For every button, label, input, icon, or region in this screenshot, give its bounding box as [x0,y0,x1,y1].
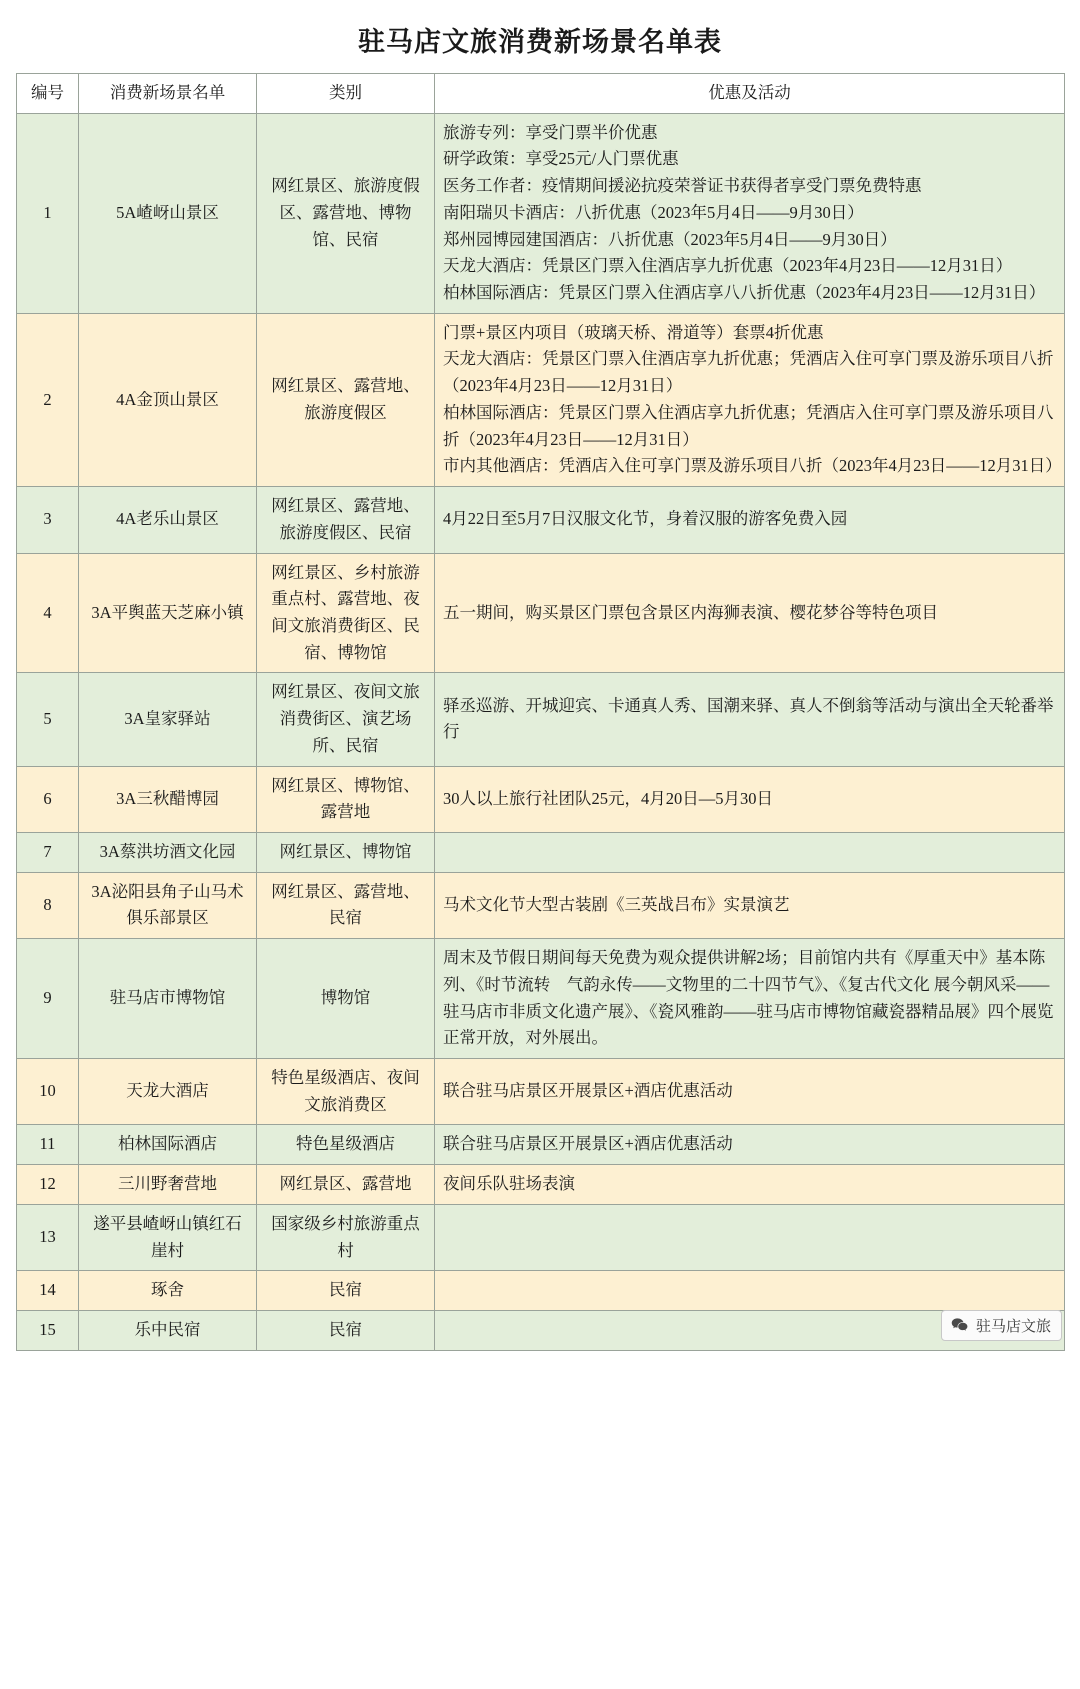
cell-promotions [435,113,1065,313]
wechat-account-name: 驻马店文旅 [975,1317,1051,1335]
table-row [17,1165,1065,1205]
cell-no: 2 [17,313,79,486]
promotion-line: 30人以上旅行社团队25元，4月20日—5月30日 [443,788,773,808]
promotion-line: 五一期间，购买景区门票包含景区内海狮表演、樱花梦谷等特色项目 [443,602,938,622]
cell-promotions [435,939,1065,1059]
promotion-line: 天龙大酒店：凭景区门票入住酒店享九折优惠（2023年4月23日——12月31日） [443,256,1013,276]
promotion-line: 周末及节假日期间每天免费为观众提供讲解2场；目前馆内共有《厚重天中》基本陈列、《时节流转 气韵永传——文物里的二十四节气》、《复古代文化 展今朝风采——驻马店市非质文化遗产展》、《瓷风雅韵——驻马店市博物馆藏瓷器精品展》四个展览正常开放，对外展出。 [443,948,1054,1048]
cell-scene-name: 3A三秋醋博园 [79,766,257,832]
table-row [17,766,1065,832]
table-row [17,487,1065,553]
cell-category: 网红景区、露营地、民宿 [257,872,435,938]
table-row [17,872,1065,938]
cell-no: 10 [17,1059,79,1125]
cell-promotions [435,313,1065,486]
table-row [17,1271,1065,1311]
cell-category: 网红景区、博物馆、露营地 [257,766,435,832]
cell-promotions [435,1059,1065,1125]
promotion-line: 夜间乐队驻场表演 [443,1174,575,1194]
cell-category: 特色星级酒店 [257,1125,435,1165]
cell-scene-name: 三川野奢营地 [79,1165,257,1205]
cell-promotions [435,553,1065,673]
cell-category: 网红景区、乡村旅游重点村、露营地、夜间文旅消费街区、民宿、博物馆 [257,553,435,673]
cell-no: 13 [17,1204,79,1270]
cell-promotions [435,1204,1065,1270]
cell-promotions [435,673,1065,766]
promotion-line: 旅游专列：享受门票半价优惠 [443,122,658,142]
cell-promotions [435,487,1065,553]
cell-no: 5 [17,673,79,766]
page-title: 驻马店文旅消费新场景名单表 [358,27,722,57]
cell-scene-name: 驻马店市博物馆 [79,939,257,1059]
cell-no: 12 [17,1165,79,1205]
cell-no: 1 [17,113,79,313]
column-header-category: 类别 [257,74,435,114]
cell-scene-name: 3A皇家驿站 [79,673,257,766]
cell-no: 15 [17,1311,79,1351]
table-row [17,1125,1065,1165]
wechat-account-badge [941,1310,1062,1341]
cell-scene-name: 3A泌阳县角子山马术俱乐部景区 [79,872,257,938]
table-row [17,673,1065,766]
cell-category: 网红景区、露营地 [257,1165,435,1205]
cell-category: 国家级乡村旅游重点村 [257,1204,435,1270]
cell-scene-name: 琢舍 [79,1271,257,1311]
cell-no: 9 [17,939,79,1059]
cell-category: 网红景区、露营地、旅游度假区、民宿 [257,487,435,553]
cell-promotions [435,1271,1065,1311]
wechat-icon [950,1316,969,1335]
cell-promotions [435,1165,1065,1205]
cell-scene-name: 5A嵖岈山景区 [79,113,257,313]
cell-scene-name: 柏林国际酒店 [79,1125,257,1165]
cell-no: 8 [17,872,79,938]
promotion-line: 研学政策：享受25元/人门票优惠 [443,149,679,169]
cell-no: 14 [17,1271,79,1311]
cell-category: 民宿 [257,1271,435,1311]
cell-scene-name: 天龙大酒店 [79,1059,257,1125]
promotion-line: 驿丞巡游、开城迎宾、卡通真人秀、国潮来驿、真人不倒翁等活动与演出全天轮番举行 [443,695,1054,742]
cell-scene-name: 遂平县嵖岈山镇红石崖村 [79,1204,257,1270]
cell-no: 11 [17,1125,79,1165]
cell-category: 网红景区、夜间文旅消费街区、演艺场所、民宿 [257,673,435,766]
promotion-line: 门票+景区内项目（玻璃天桥、滑道等）套票4折优惠 [443,322,824,342]
table-row [17,1311,1065,1351]
column-header-name: 消费新场景名单 [79,74,257,114]
promotion-line: 天龙大酒店：凭景区门票入住酒店享九折优惠；凭酒店入住可享门票及游乐项目八折（2023年4月23日——12月31日） [443,349,1054,396]
cell-promotions [435,832,1065,872]
cell-no: 3 [17,487,79,553]
cell-scene-name: 4A老乐山景区 [79,487,257,553]
cell-scene-name: 乐中民宿 [79,1311,257,1351]
promotion-line: 4月22日至5月7日汉服文化节，身着汉服的游客免费入园 [443,509,848,529]
table-row [17,553,1065,673]
cell-scene-name: 3A蔡洪坊酒文化园 [79,832,257,872]
cell-category: 民宿 [257,1311,435,1351]
promotion-line: 联合驻马店景区开展景区+酒店优惠活动 [443,1081,733,1101]
cell-promotions [435,1125,1065,1165]
table-row [17,113,1065,313]
cell-no: 7 [17,832,79,872]
cell-category: 博物馆 [257,939,435,1059]
table-row [17,832,1065,872]
cell-category: 特色星级酒店、夜间文旅消费区 [257,1059,435,1125]
cell-scene-name: 3A平舆蓝天芝麻小镇 [79,553,257,673]
column-header-promotions: 优惠及活动 [435,74,1065,114]
table-row [17,1059,1065,1125]
table-row [17,939,1065,1059]
promotion-line: 医务工作者：疫情期间援泌抗疫荣誉证书获得者享受门票免费特惠 [443,176,922,196]
cell-no: 6 [17,766,79,832]
consumption-scenes-table [16,73,1065,1351]
promotion-line: 南阳瑞贝卡酒店：八折优惠（2023年5月4日——9月30日） [443,202,864,222]
cell-category: 网红景区、博物馆 [257,832,435,872]
cell-category: 网红景区、露营地、旅游度假区 [257,313,435,486]
promotion-line: 郑州园博园建国酒店：八折优惠（2023年5月4日——9月30日） [443,229,897,249]
promotion-line: 联合驻马店景区开展景区+酒店优惠活动 [443,1134,733,1154]
promotion-line: 柏林国际酒店：凭景区门票入住酒店享八八折优惠（2023年4月23日——12月31日） [443,283,1046,303]
promotion-line: 马术文化节大型古装剧《三英战吕布》实景演艺 [443,895,790,915]
table-body [17,113,1065,1350]
cell-promotions [435,766,1065,832]
cell-scene-name: 4A金顶山景区 [79,313,257,486]
promotion-line: 市内其他酒店：凭酒店入住可享门票及游乐项目八折（2023年4月23日——12月31日） [443,456,1062,476]
promotion-line: 柏林国际酒店：凭景区门票入住酒店享九折优惠；凭酒店入住可享门票及游乐项目八折（2023年4月23日——12月31日） [443,402,1054,449]
cell-promotions [435,872,1065,938]
table-row [17,313,1065,486]
table-header-row [17,74,1065,114]
cell-no: 4 [17,553,79,673]
table-row [17,1204,1065,1270]
column-header-no: 编号 [17,74,79,114]
cell-category: 网红景区、旅游度假区、露营地、博物馆、民宿 [257,113,435,313]
table-header [17,74,1065,114]
